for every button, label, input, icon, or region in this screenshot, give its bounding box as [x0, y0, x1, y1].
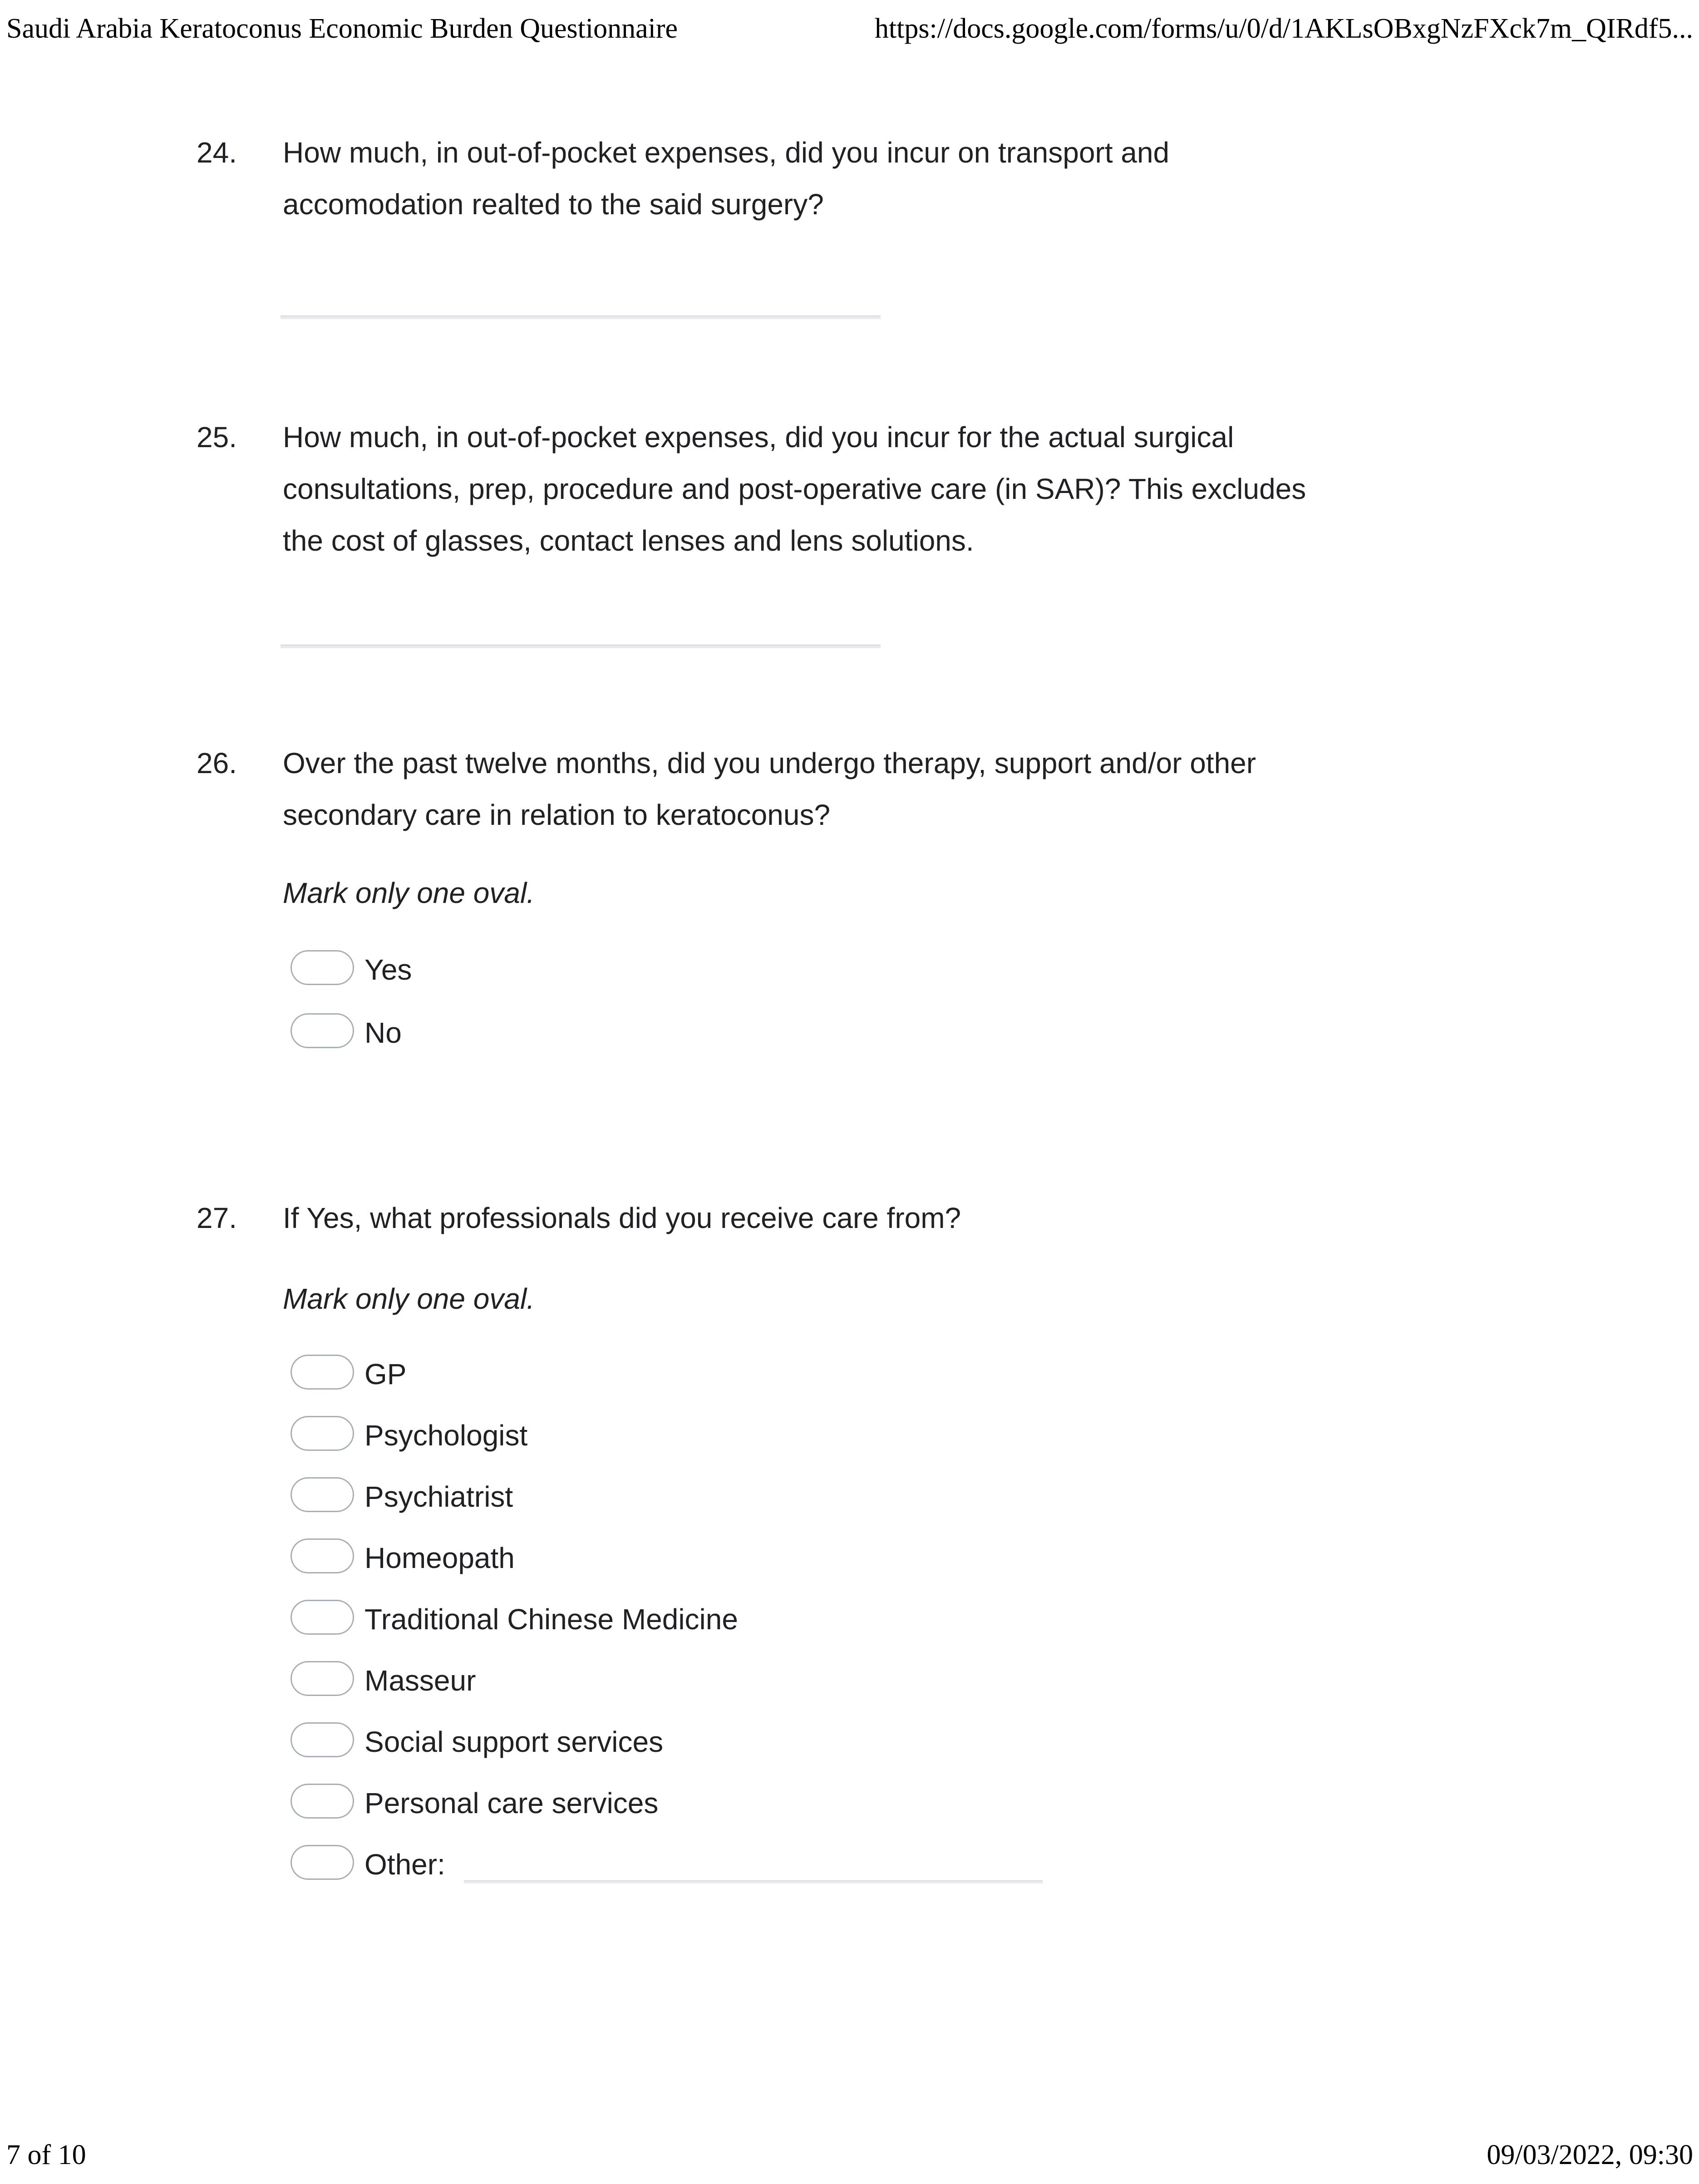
option-label: Psychiatrist	[364, 1480, 513, 1513]
option-row-yes	[291, 950, 412, 985]
question-text-line: secondary care in relation to keratoconus?	[283, 799, 831, 831]
radio-oval-psychologist[interactable]	[291, 1416, 354, 1451]
option-label: Masseur	[364, 1664, 476, 1697]
radio-oval-masseur[interactable]	[291, 1661, 354, 1696]
question-24-number: 24.	[197, 136, 237, 169]
option-label: Social support services	[364, 1726, 664, 1758]
option-row-personal-care-services	[291, 1784, 658, 1819]
option-row-homeopath	[291, 1538, 515, 1573]
question-27-instruction: Mark only one oval.	[283, 1282, 535, 1315]
question-25-number: 25.	[197, 421, 237, 454]
option-row-psychiatrist	[291, 1477, 513, 1512]
option-label: Homeopath	[364, 1542, 515, 1574]
radio-oval-homeopath[interactable]	[291, 1538, 354, 1573]
question-25-text	[283, 411, 1306, 567]
question-text-line: Over the past twelve months, did you undergo therapy, support and/or other	[283, 747, 1256, 779]
option-label: GP	[364, 1358, 407, 1390]
option-row-psychologist	[291, 1416, 527, 1451]
question-27-text	[283, 1192, 961, 1244]
option-label: Personal care services	[364, 1787, 659, 1819]
question-24-text	[283, 127, 1169, 230]
footer-page-number: 7 of 10	[6, 2140, 86, 2170]
option-row-no	[291, 1013, 402, 1048]
option-row-other	[291, 1845, 445, 1880]
question-27-number: 27.	[197, 1202, 237, 1234]
radio-oval-gp[interactable]	[291, 1355, 354, 1390]
option-label: Other:	[364, 1848, 445, 1881]
option-label: Yes	[364, 953, 412, 986]
radio-oval-personal-care-services[interactable]	[291, 1784, 354, 1819]
option-label: Psychologist	[364, 1419, 528, 1452]
question-text-line: How much, in out-of-pocket expenses, did you incur on transport and	[283, 136, 1170, 169]
question-26-number: 26.	[197, 747, 237, 779]
question-24-answer-underline[interactable]	[281, 316, 881, 319]
question-26-text	[283, 737, 1256, 841]
option-row-masseur	[291, 1661, 476, 1696]
question-text-line: consultations, prep, procedure and post-operative care (in SAR)? This excludes	[283, 473, 1306, 505]
radio-oval-traditional-chinese-medicine[interactable]	[291, 1600, 354, 1635]
option-label: Traditional Chinese Medicine	[364, 1603, 738, 1636]
option-row-gp	[291, 1355, 406, 1390]
radio-oval-yes[interactable]	[291, 950, 354, 985]
question-text-line: How much, in out-of-pocket expenses, did you incur for the actual surgical	[283, 421, 1234, 454]
header-url: https://docs.google.com/forms/u/0/d/1AKLsOBxgNzFXck7m_QIRdf5...	[874, 13, 1693, 44]
radio-oval-social-support-services[interactable]	[291, 1722, 354, 1757]
question-text-line: the cost of glasses, contact lenses and lens solutions.	[283, 524, 974, 557]
footer-timestamp: 09/03/2022, 09:30	[1487, 2140, 1693, 2170]
radio-oval-no[interactable]	[291, 1013, 354, 1048]
question-text-line: accomodation realted to the said surgery?	[283, 188, 824, 221]
option-row-traditional-chinese-medicine	[291, 1600, 738, 1635]
radio-oval-psychiatrist[interactable]	[291, 1477, 354, 1512]
question-text-line: If Yes, what professionals did you receive care from?	[283, 1202, 961, 1234]
header-title: Saudi Arabia Keratoconus Economic Burden Questionnaire	[6, 13, 678, 44]
question-26-instruction: Mark only one oval.	[283, 877, 535, 909]
other-answer-underline[interactable]	[464, 1880, 1043, 1883]
option-label: No	[364, 1016, 402, 1049]
radio-oval-other[interactable]	[291, 1845, 354, 1880]
question-25-answer-underline[interactable]	[281, 645, 881, 648]
option-row-social-support-services	[291, 1722, 663, 1757]
